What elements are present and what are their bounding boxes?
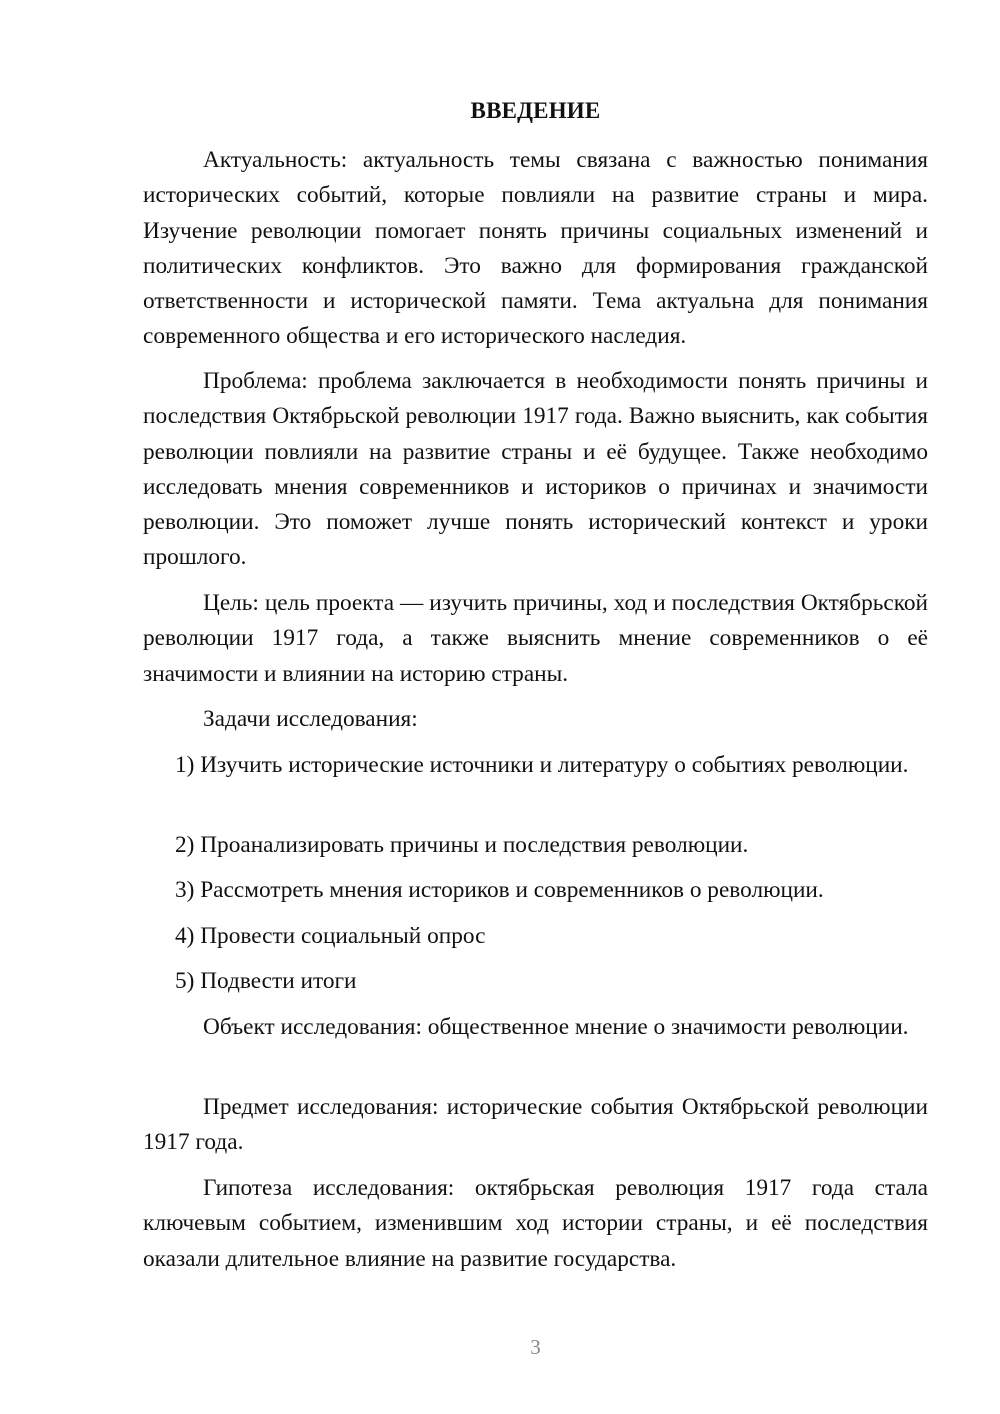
tasks-heading: Задачи исследования: [203,706,418,732]
subject-paragraph: Предмет исследования: исторические события Октябрьской революции 1917 года. [143,1094,928,1156]
goal-paragraph: Цель: цель проекта — изучить причины, ход и последствия Октябрьской революции 1917 года, а также выяснить мнение современников о её значимости и влиянии на историю страны. [143,590,928,687]
page-number: 3 [530,1335,541,1359]
document-page [143,0,928,1414]
section-title: ВВЕДЕНИЕ [470,98,601,123]
task-item-4: 4) Провести социальный опрос [175,923,486,949]
task-item-3: 3) Рассмотреть мнения историков и современников о революции. [175,877,824,903]
task-item-1: 1) Изучить исторические источники и литературу о событиях революции. [175,752,909,778]
task-item-5: 5) Подвести итоги [175,968,357,994]
task-item-2: 2) Проанализировать причины и последствия революции. [175,832,749,858]
hypothesis-paragraph: Гипотеза исследования: октябрьская революция 1917 года стала ключевым событием, изменившим ход истории страны, и её последствия оказали длительное влияние на развитие государства. [143,1175,928,1272]
relevance-paragraph: Актуальность: актуальность темы связана с важностью понимания исторических событий, которые повлияли на развитие страны и мира. Изучение революции помогает понять причины социальных изменений и политических конфликтов. Это важно для формирования гражданской ответственности и исторической памяти. Тема актуальна для понимания современного общества и его исторического наследия. [143,147,928,350]
object-paragraph: Объект исследования: общественное мнение о значимости революции. [203,1014,909,1040]
problem-paragraph: Проблема: проблема заключается в необходимости понять причины и последствия Октябрьской революции 1917 года. Важно выяснить, как события революции повлияли на развитие страны и её будущее. Также необходимо исследовать мнения современников и историков о причинах и значимости революции. Это поможет лучше понять исторический контекст и уроки прошлого. [143,368,928,571]
